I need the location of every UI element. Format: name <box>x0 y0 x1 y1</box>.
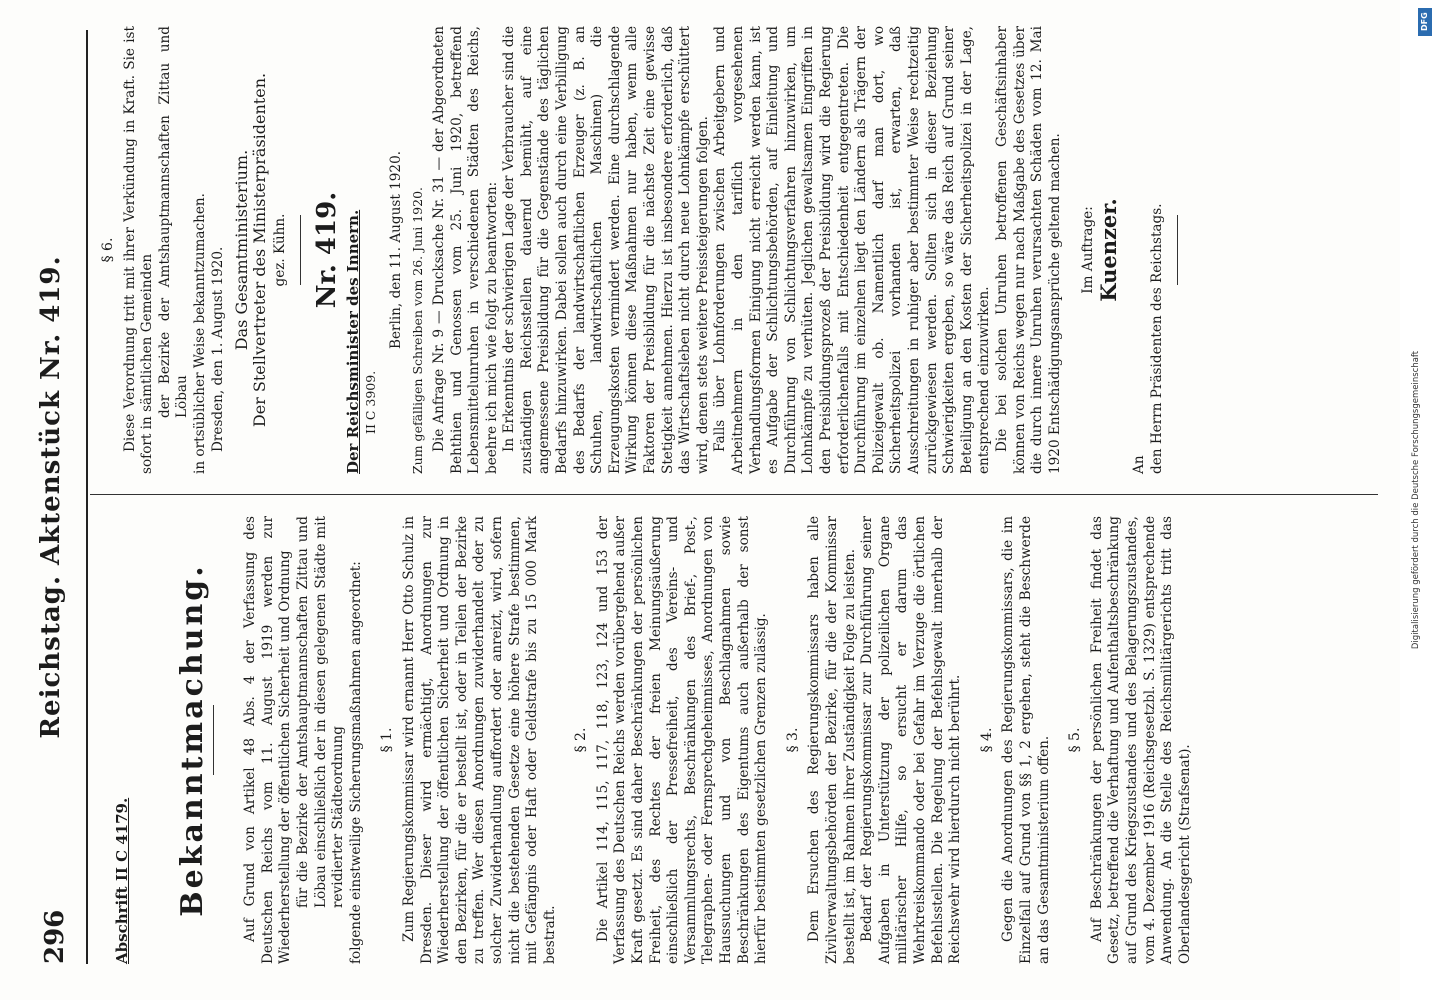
reply-paragraph-4: Die bei solchen Unruhen betroffenen Geschäftsinhaber können von Reichs wegen nur nach Maßgabe des Gesetzes über die durch innere Unruhen verursachten Schäden vom 12. Mai 1920 Entschädigungsansprüche geltend machen. <box>993 26 1063 474</box>
section-6-heading: § 6. <box>100 237 116 263</box>
decree-date: Dresden, den 1. August 1920. <box>209 246 226 452</box>
reply-paragraph-1: Die Anfrage Nr. 9 — Drucksache Nr. 31 — der Abgeordneten Behthien und Genossen vom 25. Juni 1920, betreffend Lebensmittelunruhen in verschiedenen Städten des Reichs, beehre ich mich wie folgt zu beantworten: <box>430 26 500 474</box>
section-2-text: Die Artikel 114, 115, 117, 118, 123, 124 und 153 der Verfassung des Deutschen Reichs werden vorübergehend außer Kraft gesetzt. Es sind daher Beschränkungen der persönlichen Freiheit, des Rechtes der freien Meinungsäußerung einschließlich der Pressefreiheit, des Vereins- und Versammlungsrechts, Beschränkungen des Brief-, Post-, Telegraphen- oder Fernsprechgeheimnisses, Anordnungen von Haussuchungen und von Beschlagnahmen sowie Beschränkungen des Eigentums auch außerhalb der sonst hierfür bestimmten gesetzlichen Grenzen zulässig. <box>594 516 770 964</box>
section-1-text: Zum Regierungskommissar wird ernannt Herr Otto Schulz in Dresden. Dieser wird ermächtigt, Anordnungen zur Wiederherstellung der öffentlichen Sicherheit und Ordnung in den Bezirken, für die er bestellt ist, oder in Teilen der Bezirke zu treffen. Wer diesen Anordnungen zuwiderhandelt oder zu solcher Zuwiderhandlung auffordert oder anreizt, wird, sofern nicht die bestehenden Gesetze eine höhere Strafe bestimmen, mit Gefängnis oder Haft oder Geldstrafe bis zu 15 000 Mark bestraft. <box>400 516 558 964</box>
section-3-heading: § 3. <box>784 727 801 753</box>
intro-end: folgende einstweilige Sicherungsmaßnahmen angeordnet: <box>347 561 364 964</box>
section-1-heading: § 1. <box>379 727 396 753</box>
page-number: 296 <box>40 909 70 964</box>
section-3-text-1: Dem Ersuchen des Regierungskommissars haben alle Zivilverwaltungsbehörden der Bezirke, für die der Kommissar bestellt ist, im Rahmen ihrer Zuständigkeit Folge zu leisten. <box>806 516 858 964</box>
right-column <box>100 26 1188 474</box>
place-date: Berlin, den 11. August 1920. <box>387 150 404 350</box>
deputy-title: Der Stellvertreter des Ministerpräsidenten. <box>249 72 269 428</box>
proclamation-title: Bekanntmachung. <box>174 563 210 917</box>
addressee-an: An <box>1131 455 1148 474</box>
intro-block: für die Bezirke der Amtshauptmannschaften Zittau und Löbau einschließlich der in diesen gelegenen Städte mit revidierter Städteordnung <box>294 516 347 908</box>
running-title: Reichstag. Aktenstück Nr. 419. <box>36 255 66 739</box>
separator-rule <box>300 215 301 285</box>
dfg-logo: DFG <box>1418 8 1432 36</box>
sender: Der Reichsminister des Innern. <box>343 209 362 474</box>
im-auftrage: Im Auftrage: <box>1080 206 1097 294</box>
closing-rule <box>1177 215 1178 285</box>
section-4-text: Gegen die Anordnungen des Regierungskommissars, die im Einzelfall auf Grund von §§ 1, 2 ergehen, steht die Beschwerde an das Gesamtministerium offen. <box>1000 516 1052 964</box>
column-divider <box>90 494 1378 495</box>
title-rule <box>213 705 214 775</box>
reply-paragraph-3: Falls über Lohnforderungen zwischen Arbeitgebern und Arbeitnehmern in den tariflich vorgesehenen Verhandlungsformen Einigung nicht erreicht werden kann, ist es Aufgabe der Schlichtungsbehörden, auf Einleitung und Durchführung von Schlichtungsverfahren hinzuwirken, um Lohnkämpfe zu verhüten. Jeglichen gewaltsamen Eingriffen in den Preisbildungsprozeß der Preisbildung wird die Regierung erforderlichenfalls mit Entschiedenheit entgegentreten. Die Durchführung im einzelnen liegt den Ländern als Trägern der Polizeigewalt ob. Namentlich darf man dort, wo Sicherheitspolizei vorhanden ist, erwarten, daß Ausschreitungen in ruhiger aber bestimmter Weise rechtzeitig zurückgewiesen werden. Sollten sich in dieser Beziehung Schwierigkeiten ergeben, so wäre das Reich auf Grund seiner Beteiligung an den Kosten der Sicherheitspolizei in der Lage, entsprechend einzuwirken. <box>712 26 993 474</box>
signed-by: gez. Kühn. <box>272 213 289 287</box>
document-number: Nr. 419. <box>311 191 342 309</box>
header-rule <box>86 30 88 964</box>
section-5-text: Auf Beschränkungen der persönlichen Freiheit findet das Gesetz, betreffend die Verhaftung und Aufenthaltsbeschränkung auf Grund des Kriegszustandes und des Belagerungszustandes, vom 4. Dezember 1916 (Reichsgesetzbl. S. 1329) entsprechende Anwendung. An die Stelle des Reichsmilitärgerichts tritt das Oberlandesgericht (Strafsenat). <box>1088 516 1193 964</box>
section-5-heading: § 5. <box>1067 727 1084 753</box>
ministry-name: Das Gesamtministerium. <box>232 149 252 351</box>
signature: Kuenzer. <box>1095 198 1121 302</box>
running-header <box>36 30 80 964</box>
reference-line: Zum gefälligen Schreiben vom 26. Juni 1920. <box>410 187 426 474</box>
left-column <box>100 516 1194 964</box>
section-6-end: in ortsüblicher Weise bekanntzumachen. <box>191 193 208 474</box>
section-6-text: Diese Verordnung tritt mit ihrer Verkündung in Kraft. Sie ist sofort in sämtlichen Gemeinden <box>121 26 156 474</box>
digitization-note: Digitalisierung gefördert durch die Deutsche Forschungsgemeinschaft <box>1411 350 1421 650</box>
section-2-heading: § 2. <box>573 727 590 753</box>
addressee: den Herrn Präsidenten des Reichstags. <box>1149 203 1166 474</box>
file-reference: II C 3909. <box>363 370 379 434</box>
reply-paragraph-2: In Erkenntnis der schwierigen Lage der Verbraucher sind die zuständigen Reichsstellen dauernd bemüht, auf eine angemessene Preisbildung für die Gegenstände des täglichen Bedarfs hinzuwirken. Dabei sollen auch durch eine Verbilligung des Bedarfs der landwirtschaftlichen Erzeuger (z. B. an Schuhen, landwirtschaftlichen Maschinen) die Erzeugungskosten vermindert werden. Eine durchschlagende Wirkung können diese Maßnahmen nur haben, wenn alle Faktoren der Preisbildung für die nächste Zeit eine gewisse Stetigkeit annehmen. Hierzu ist insbesondere erforderlich, daß das Wirtschaftsleben nicht durch neue Lohnkämpfe erschüttert wird, denen stets weitere Preissteigerungen folgen. <box>501 26 711 474</box>
section-6-block: der Bezirke der Amtshauptmannschaften Zittau und Löbau <box>156 26 191 418</box>
intro-paragraph: Auf Grund von Artikel 48 Abs. 4 der Verfassung des Deutschen Reichs vom 11. August 1919 werden zur Wiederherstellung der öffentlichen Sicherheit und Ordnung <box>242 516 294 964</box>
section-3-text-2: Bedarf der Regierungskommissar zur Durchführung seiner Aufgaben in Unterstützung der polizeilichen Organe militärischer Hilfe, so ersucht er darum das Wehrkreiskommando oder bei Gefahr im Verzuge die örtlichen Befehlsstellen. Die Regelung der Befehlsgewalt innerhalb der Reichswehr wird hierdurch nicht berührt. <box>859 516 964 964</box>
abschrift-reference: Abschrift II C 4179. <box>113 797 131 964</box>
section-4-heading: § 4. <box>978 727 995 753</box>
